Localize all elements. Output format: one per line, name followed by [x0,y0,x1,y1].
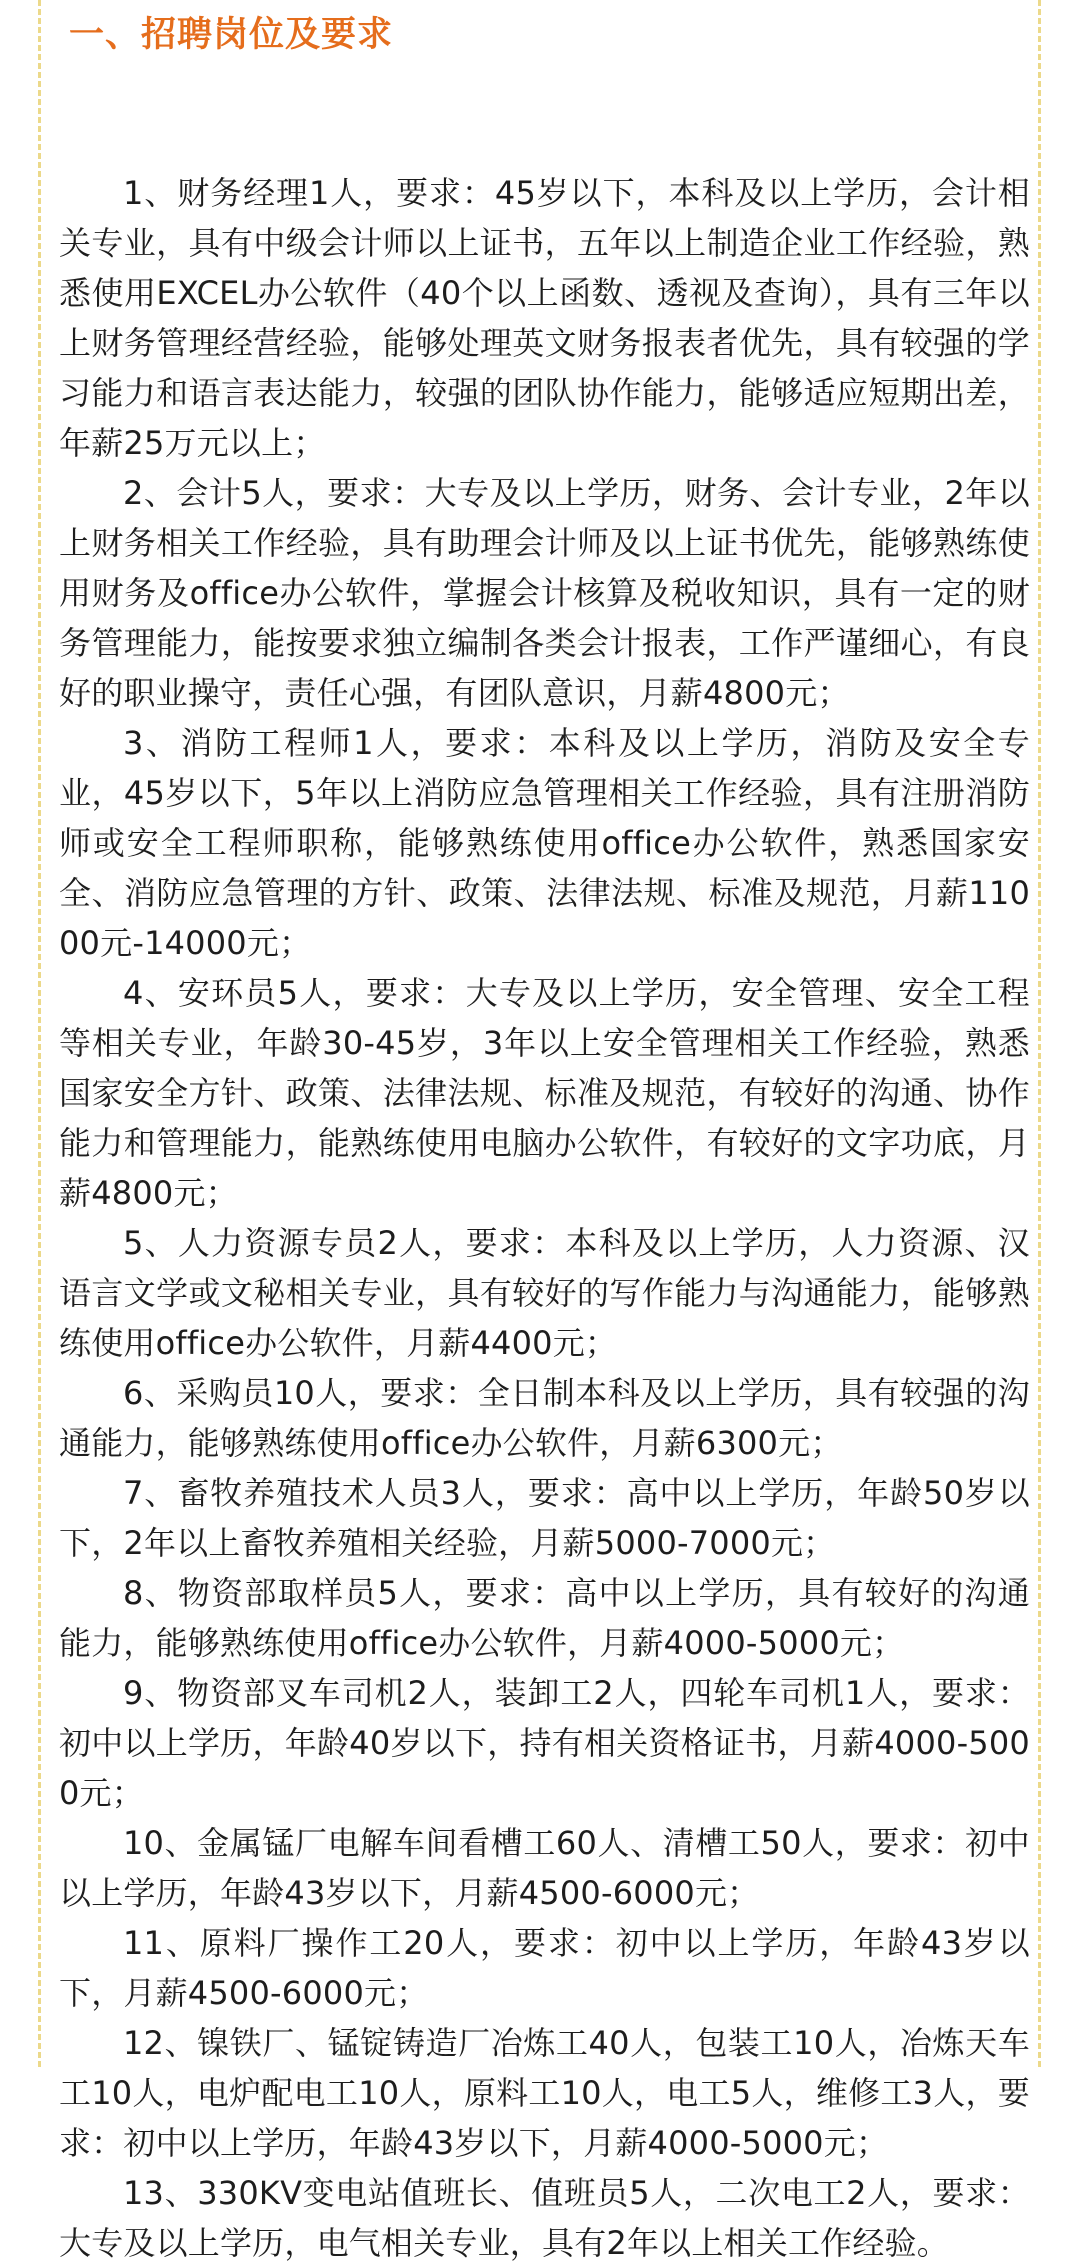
job-item-8: 8、物资部取样员5人，要求：高中以上学历，具有较好的沟通能力，能够熟练使用office办公软件，月薪4000-5000元； [59,1574,1030,1662]
job-item-3: 3、消防工程师1人，要求：本科及以上学历，消防及安全专业，45岁以下，5年以上消防应急管理相关工作经验，具有注册消防师或安全工程师职称，能够熟练使用office办公软件，熟悉国家安全、消防应急管理的方针、政策、法律法规、标准及规范，月薪11000元-14000元； [59,724,1030,962]
job-item-7: 7、畜牧养殖技术人员3人，要求：高中以上学历，年龄50岁以下，2年以上畜牧养殖相关经验，月薪5000-7000元； [59,1474,1030,1562]
job-item-5: 5、人力资源专员2人，要求：本科及以上学历，人力资源、汉语言文学或文秘相关专业，具有较好的写作能力与沟通能力，能够熟练使用office办公软件，月薪4400元； [59,1224,1030,1362]
job-item-9: 9、物资部叉车司机2人，装卸工2人，四轮车司机1人，要求：初中以上学历，年龄40岁以下，持有相关资格证书，月薪4000-5000元； [59,1674,1030,1812]
job-item-1: 1、财务经理1人，要求：45岁以下，本科及以上学历，会计相关专业，具有中级会计师以上证书，五年以上制造企业工作经验，熟悉使用EXCEL办公软件（40个以上函数、透视及查询），具有三年以上财务管理经营经验，能够处理英文财务报表者优先，具有较强的学习能力和语言表达能力，较强的团队协作能力，能够适应短期出差，年薪25万元以上； [59,174,1030,462]
job-item-11: 11、原料厂操作工20人，要求：初中以上学历，年龄43岁以下，月薪4500-6000元； [59,1924,1030,2012]
job-item-2: 2、会计5人，要求：大专及以上学历，财务、会计专业，2年以上财务相关工作经验，具有助理会计师及以上证书优先，能够熟练使用财务及office办公软件，掌握会计核算及税收知识，具有一定的财务管理能力，能按要求独立编制各类会计报表，工作严谨细心，有良好的职业操守，责任心强，有团队意识，月薪4800元； [59,474,1030,712]
article-frame [38,0,1041,2262]
job-item-4: 4、安环员5人，要求：大专及以上学历，安全管理、安全工程等相关专业，年龄30-45岁，3年以上安全管理相关工作经验，熟悉国家安全方针、政策、法律法规、标准及规范，有较好的沟通、协作能力和管理能力，能熟练使用电脑办公软件，有较好的文字功底，月薪4800元； [59,974,1030,1212]
job-item-13: 13、330KV变电站值班长、值班员5人，二次电工2人，要求：大专及以上学历，电气相关专业，具有2年以上相关工作经验。 [59,2174,1030,2262]
job-item-12: 12、镍铁厂、锰锭铸造厂冶炼工40人，包装工10人，冶炼天车工10人，电炉配电工10人，原料工10人，电工5人，维修工3人，要求：初中以上学历，年龄43岁以下，月薪4000-5000元； [59,2024,1030,2162]
article-content [41,0,1038,2268]
job-item-6: 6、采购员10人，要求：全日制本科及以上学历，具有较强的沟通能力，能够熟练使用office办公软件，月薪6300元； [59,1374,1030,1462]
section-heading: 一、招聘岗位及要求 [69,15,394,55]
job-item-10: 10、金属锰厂电解车间看槽工60人、清槽工50人，要求：初中以上学历，年龄43岁以下，月薪4500-6000元； [59,1824,1030,1912]
job-list [59,168,1030,2268]
